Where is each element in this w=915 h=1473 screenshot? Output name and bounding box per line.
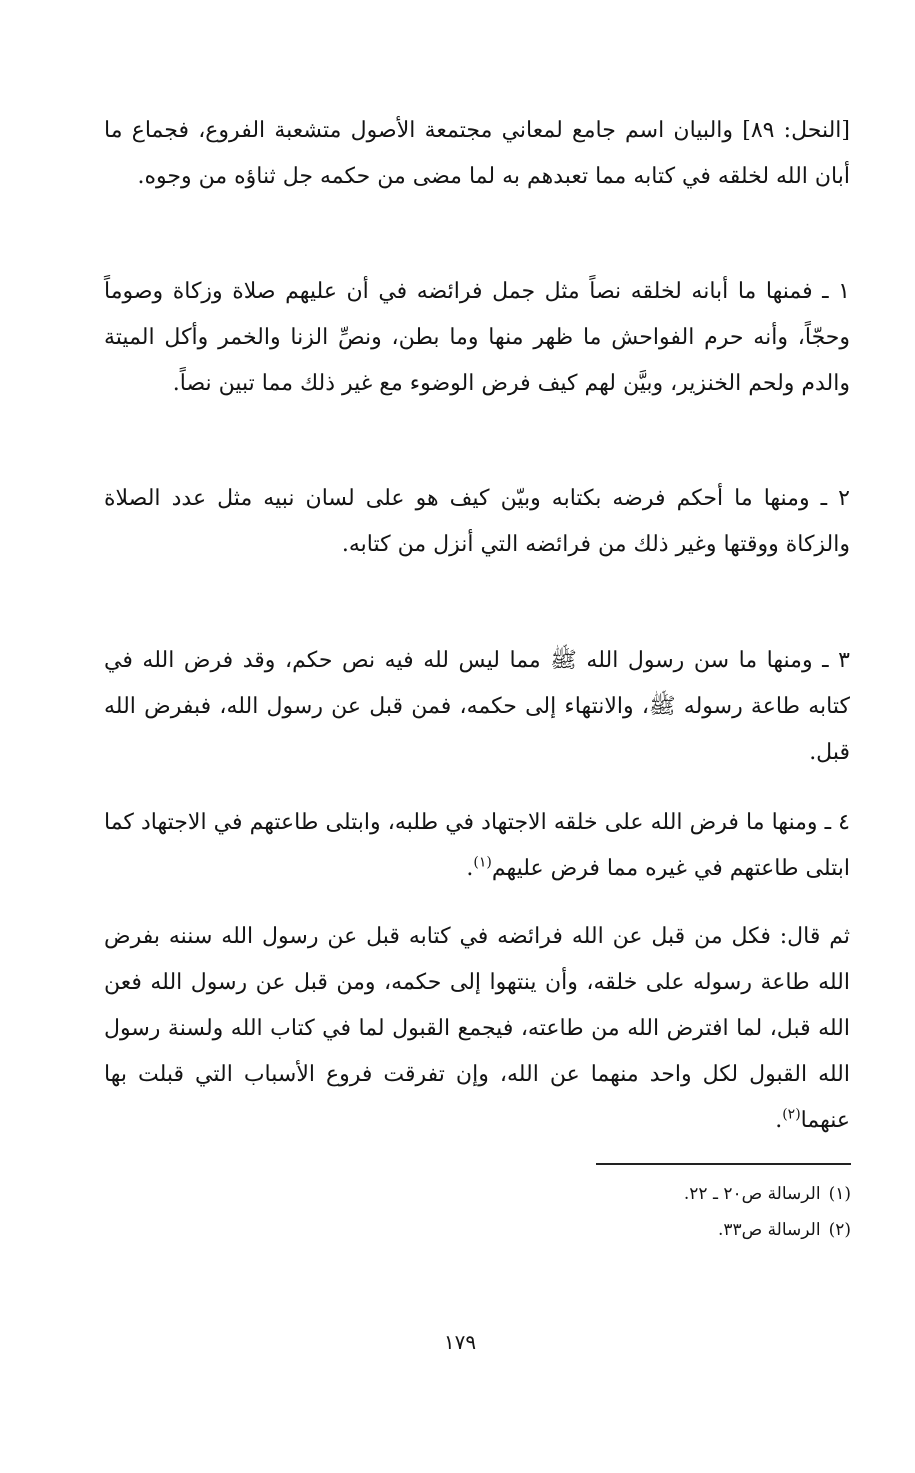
paragraph-text: ثم قال: فكل من قبل عن الله فرائضه في كتابه قبل عن رسول الله سننه بفرض الله طاعة رسوله على خلقه، وأن ينتهوا إلى حكمه، ومن قبل عن رسول الله فعن الله قبل، لما افترض الله من طاعته، فيجمع القبول لما في كتاب الله ولسنة رسول الله القبول لكل واحد منهما عن الله، وإن تفرقت فروع الأسباب التي قبلت بها عنهما bbox=[104, 924, 850, 1133]
footnote-text: الرسالة ص٢٠ ـ ٢٢. bbox=[683, 1184, 821, 1204]
paragraph-point-1 bbox=[104, 269, 850, 407]
paragraph-point-4 bbox=[104, 800, 850, 892]
footnote-divider bbox=[596, 1163, 851, 1165]
paragraph-text: [النحل: ٨٩] والبيان اسم جامع لمعاني مجتمعة الأصول متشعبة الفروع، فجماع ما أبان الله لخلقه في كتابه مما تعبدهم به لما مضى من حكمه جل ثناؤه من وجوه. bbox=[104, 118, 850, 189]
paragraph-end-punctuation: . bbox=[466, 856, 474, 881]
paragraph-conclusion bbox=[104, 914, 850, 1144]
paragraph-text: ٣ ـ ومنها ما سن رسول الله ﷺ مما ليس لله فيه نص حكم، وقد فرض الله في كتابه طاعة رسوله ﷺ، والانتهاء إلى حكمه، فمن قبل عن رسول الله، فبفرض الله قبل. bbox=[104, 648, 850, 765]
footnote-item-2 bbox=[500, 1212, 851, 1248]
footnote-number: (١) bbox=[828, 1184, 851, 1204]
footnotes-section bbox=[500, 1176, 851, 1248]
paragraph-point-3 bbox=[104, 638, 850, 776]
paragraph-text: ٢ ـ ومنها ما أحكم فرضه بكتابه وبيّن كيف هو على لسان نبيه مثل عدد الصلاة والزكاة ووقتها وغير ذلك من فرائضه التي أنزل من كتابه. bbox=[104, 486, 850, 557]
paragraph-point-2 bbox=[104, 476, 850, 568]
footnote-reference-2[interactable]: (٢) bbox=[782, 1106, 801, 1123]
footnote-text: الرسالة ص٣٣. bbox=[717, 1220, 821, 1240]
paragraph-text: ١ ـ فمنها ما أبانه لخلقه نصاً مثل جمل فرائضه في أن عليهم صلاة وزكاة وصوماً وحجّاً، وأنه حرم الفواحش ما ظهر منها وما بطن، ونصِّ الزنا والخمر وأكل الميتة والدم ولحم الخنزير، وبيَّن لهم كيف فرض الوضوء مع غير ذلك مما تبين نصاً. bbox=[104, 279, 850, 396]
footnote-number: (٢) bbox=[828, 1220, 851, 1240]
page-number: ١٧٩ bbox=[443, 1330, 477, 1354]
paragraph-intro bbox=[104, 108, 850, 200]
footnote-reference-1[interactable]: (١) bbox=[473, 854, 492, 871]
footnote-item-1 bbox=[500, 1176, 851, 1212]
paragraph-end-punctuation: . bbox=[775, 1108, 783, 1133]
paragraph-text: ٤ ـ ومنها ما فرض الله على خلقه الاجتهاد في طلبه، وابتلى طاعتهم في الاجتهاد كما ابتلى طاعتهم في غيره مما فرض عليهم bbox=[104, 810, 850, 881]
